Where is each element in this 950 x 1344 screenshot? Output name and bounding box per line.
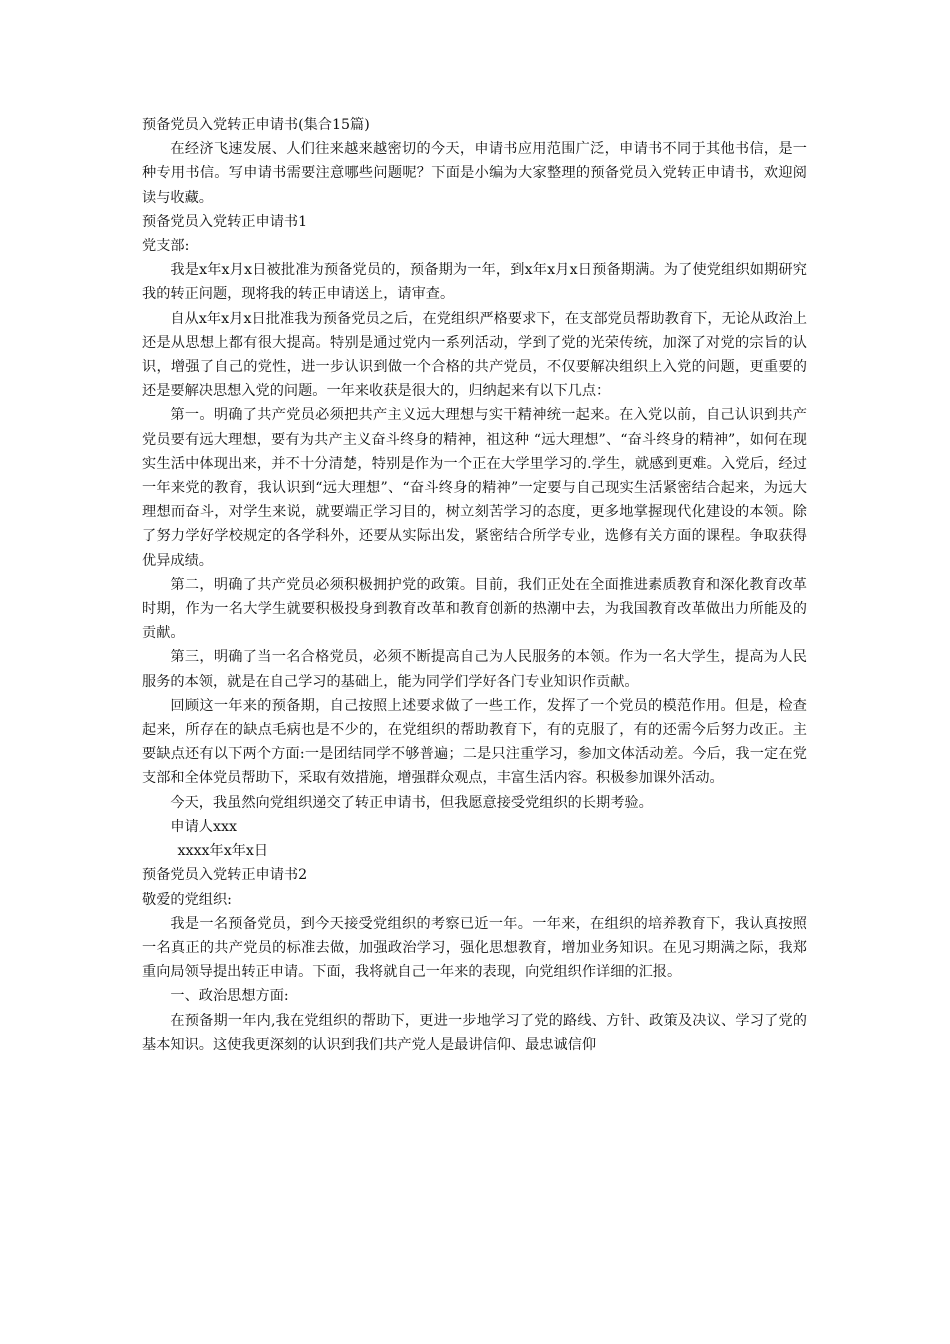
section-1-salutation: 党支部:: [142, 238, 190, 255]
section-2-heading: 预备党员入党转正申请书2: [142, 867, 308, 884]
document-page: [142, 113, 807, 1057]
section-1-paragraph: 第一。明确了共产党员必须把共产主义远大理想与实干精神统一起来。在入党以前，自己认识到共产党员要有远大理想，要有为共产主义奋斗终身的精神，祖这种 “远大理想”、“奋斗终身的精神”，如何在现实生活中体现出来，并不十分清楚，特别是作为一个正在大学里学习的.学生，就感到更难。入党后，经过一年来党的教育，我认识到“远大理想”、“奋斗终身的精神”一定要与自己现实生活紧密结合起来，为远大理想而奋斗，对学生来说，就要端正学习目的，树立刻苦学习的态度，更多地掌握现代化建设的本领。除了努力学好学校规定的各学科外，还要从实际出发，紧密结合所学专业，选修有关方面的课程。争取获得优异成绩。: [142, 407, 807, 569]
section-1-heading: 预备党员入党转正申请书1: [142, 213, 308, 230]
section-2-subheading: 一、政治思想方面:: [170, 988, 289, 1005]
section-1-paragraph: 我是x年x月x日被批准为预备党员的，预备期为一年，到x年x月x日预备期满。为了使党组织如期研究我的转正问题，现将我的转正申请送上，请审查。: [142, 262, 807, 303]
document-title: 预备党员入党转正申请书(集合15篇): [142, 117, 370, 133]
section-1-paragraph: 第三，明确了当一名合格党员，必须不断提高自己为人民服务的本领。作为一名大学生，提高为人民服务的本领，就是在自己学习的基础上，能为同学们学好各门专业知识作贡献。: [142, 649, 807, 690]
section-2-salutation: 敬爱的党组织:: [142, 891, 232, 908]
signature-date: xxxx年x年x日: [177, 843, 269, 860]
section-1-paragraph: 今天，我虽然向党组织递交了转正申请书，但我愿意接受党组织的长期考验。: [170, 794, 653, 811]
section-2-paragraph: 我是一名预备党员，到今天接受党组织的考察已近一年。一年来，在组织的培养教育下，我认真按照一名真正的共产党员的标准去做，加强政治学习，强化思想教育，增加业务知识。在见习期满之际，我郑重向局领导提出转正申请。下面，我将就自己一年来的表现，向党组织作详细的汇报。: [142, 915, 807, 981]
intro-paragraph: 在经济飞速发展、人们往来越来越密切的今天，申请书应用范围广泛，申请书不同于其他书信，是一种专用书信。写申请书需要注意哪些问题呢？下面是小编为大家整理的预备党员入党转正申请书，欢迎阅读与收藏。: [142, 141, 807, 206]
applicant-signature: 申请人xxx: [170, 818, 237, 835]
section-1-paragraph: 第二，明确了共产党员必须积极拥护党的政策。目前，我们正处在全面推进素质教育和深化教育改革时期，作为一名大学生就要积极投身到教育改革和教育创新的热潮中去，为我国教育改革做出力所能及的贡献。: [142, 576, 807, 642]
section-1-paragraph: 自从x年x月x日批准我为预备党员之后，在党组织严格要求下，在支部党员帮助教育下，无论从政治上还是从思想上都有很大提高。特别是通过党内一系列活动，学到了党的光荣传统，加深了对党的宗旨的认识，增强了自己的党性，进一步认识到做一个合格的共产党员，不仅要解决组织上入党的问题，更重要的还是要解决思想入党的问题。一年来收获是很大的，归纳起来有以下几点：: [142, 310, 807, 400]
section-1-paragraph: 回顾这一年来的预备期，自己按照上述要求做了一些工作，发挥了一个党员的模范作用。但是，检查起来，所存在的缺点毛病也是不少的，在党组织的帮助教育下，有的克服了，有的还需今后努力改正。主要缺点还有以下两个方面:一是团结同学不够普遍；二是只注重学习，参加文体活动差。今后，我一定在党支部和全体党员帮助下，采取有效措施，增强群众观点，丰富生活内容。积极参加课外活动。: [142, 697, 807, 787]
section-2-paragraph: 在预备期一年内,我在党组织的帮助下，更进一步地学习了党的路线、方针、政策及决议、学习了党的基本知识。这使我更深刻的认识到我们共产党人是最讲信仰、最忠诚信仰: [142, 1012, 807, 1053]
